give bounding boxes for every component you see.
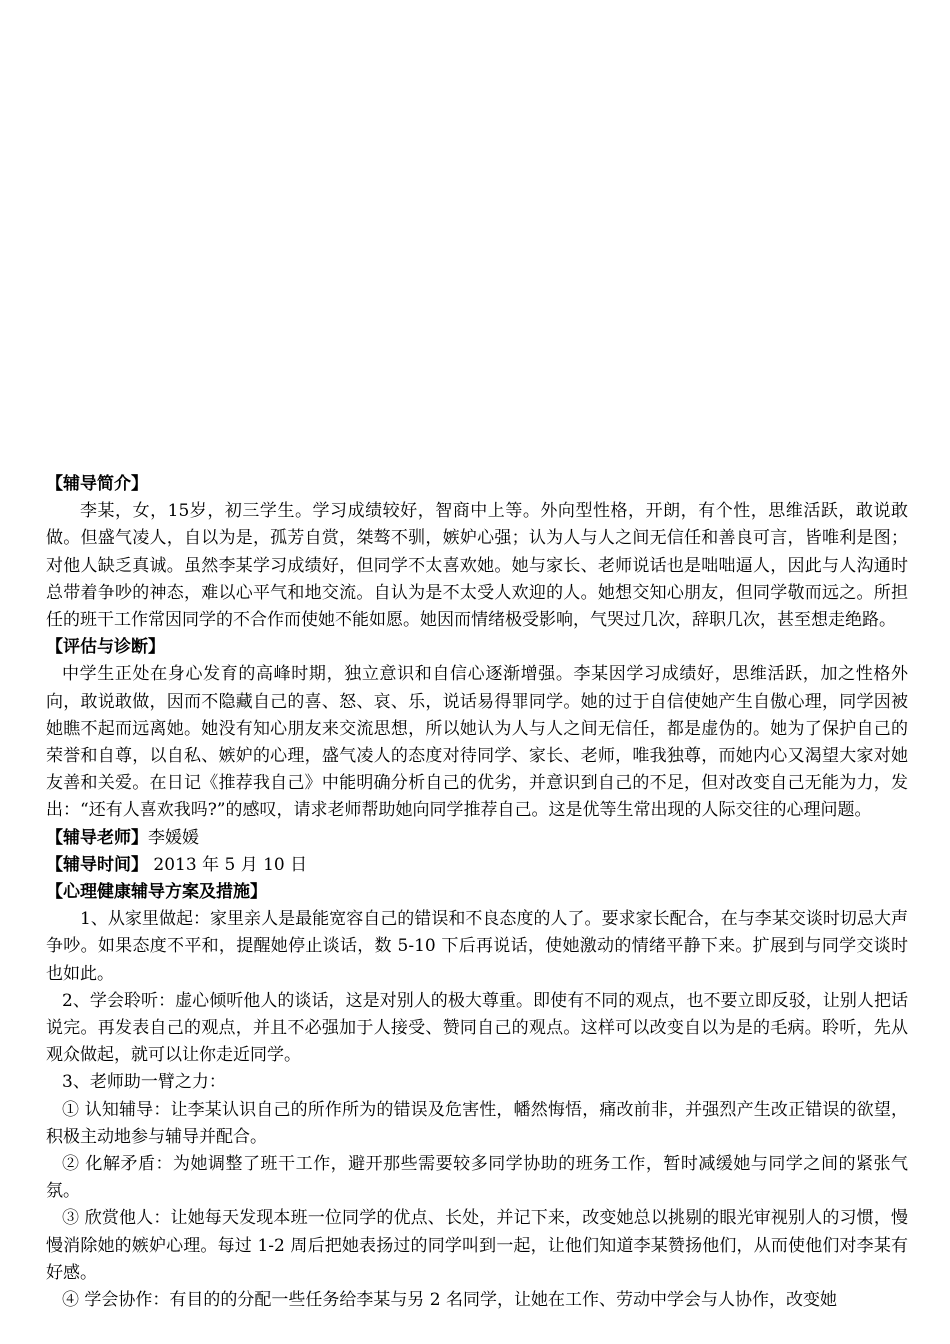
- plan-subitem-cooperate: ④ 学会协作：有目的的分配一些任务给李某与另 2 名同学，让她在工作、劳动中学会与人协作，改变她: [62, 1290, 838, 1311]
- teacher-name: 李媛媛: [148, 827, 199, 848]
- plan-subitem-cognitive: ① 认知辅导：让李某认识自己的所作所为的错误及危害性，幡然悔悟，痛改前非，并强烈产生改正错误的欲望，积极主动地参与辅导并配合。: [46, 1099, 908, 1147]
- time-label: 【辅导时间】: [46, 854, 148, 875]
- plan-item-2: 2、学会聆听：虚心倾听他人的谈话，这是对别人的极大尊重。即使有不同的观点，也不要立即反驳，让别人把话说完。再发表自己的观点，并且不必强加于人接受、赞同自己的观点。这样可以改变自以为是的毛病。聆听，先从观众做起，就可以让你走近同学。: [46, 990, 908, 1066]
- plan-heading: 【心理健康辅导方案及措施】: [46, 882, 267, 903]
- teacher-label: 【辅导老师】: [46, 827, 148, 848]
- time-line: [46, 852, 908, 879]
- plan-subitem-appreciate: ③ 欣赏他人：让她每天发现本班一位同学的优点、长处，并记下来，改变她总以挑剔的眼光审视别人的习惯，慢慢消除她的嫉妒心理。每过 1-2 周后把她表扬过的同学叫到一起，让他们知道李某赞扬他们，从而使他们对李某有好感。: [46, 1208, 908, 1283]
- plan-item-1: 1、从家里做起：家里亲人是最能宽容自己的错误和不良态度的人了。要求家长配合，在与李某交谈时切忌大声争吵。如果态度不平和，提醒她停止谈话，数 5-10 下后再说话，使她激动的情绪平静下来。扩展到与同学交谈时也如此。: [46, 909, 908, 984]
- intro-heading: 【辅导简介】: [46, 474, 148, 494]
- intro-paragraph: 李某，女，15岁，初三学生。学习成绩较好，智商中上等。外向型性格，开朗，有个性，思维活跃，敢说敢做。但盛气凌人，自以为是，孤芳自赏，桀骜不驯，嫉妒心强；认为人与人之间无信任和善良可言，皆唯利是图；对他人缺乏真诚。虽然李某学习成绩好，但同学不太喜欢她。她与家长、老师说话也是咄咄逼人，因此与人沟通时总带着争吵的神态，难以心平气和地交流。自认为是不太受人欢迎的人。她想交知心朋友，但同学敬而远之。所担任的班干工作常因同学的不合作而使她不能如愿。她因而情绪极受影响，气哭过几次，辞职几次，甚至想走绝路。: [46, 501, 908, 631]
- document-page: [46, 471, 908, 1314]
- time-value: 2013 年 5 月 10 日: [148, 854, 308, 875]
- teacher-line: [46, 825, 908, 852]
- diagnosis-paragraph: 中学生正处在身心发育的高峰时期，独立意识和自信心逐渐增强。李某因学习成绩好，思维活跃，加之性格外向，敢说敢做，因而不隐藏自己的喜、怒、哀、乐，说话易得罪同学。她的过于自信使她产生自傲心理，同学因被她瞧不起而远离她。她没有知心朋友来交流思想，所以她认为人与人之间无信任，都是虚伪的。她为了保护自己的荣誉和自尊，以自私、嫉妒的心理，盛气凌人的态度对待同学、家长、老师，唯我独尊，而她内心又渴望大家对她友善和关爱。在日记《推荐我自己》中能明确分析自己的优劣，并意识到自己的不足，但对改变自己无能为力，发出：“还有人喜欢我吗?”的感叹，请求老师帮助她向同学推荐自己。这是优等生常出现的人际交往的心理问题。: [46, 664, 908, 821]
- diagnosis-heading: 【评估与诊断】: [46, 637, 165, 658]
- plan-subitem-conflict: ② 化解矛盾：为她调整了班干工作，避开那些需要较多同学协助的班务工作，暂时减缓她与同学之间的紧张气氛。: [46, 1154, 908, 1202]
- plan-item-3: 3、老师助一臂之力：: [62, 1072, 226, 1093]
